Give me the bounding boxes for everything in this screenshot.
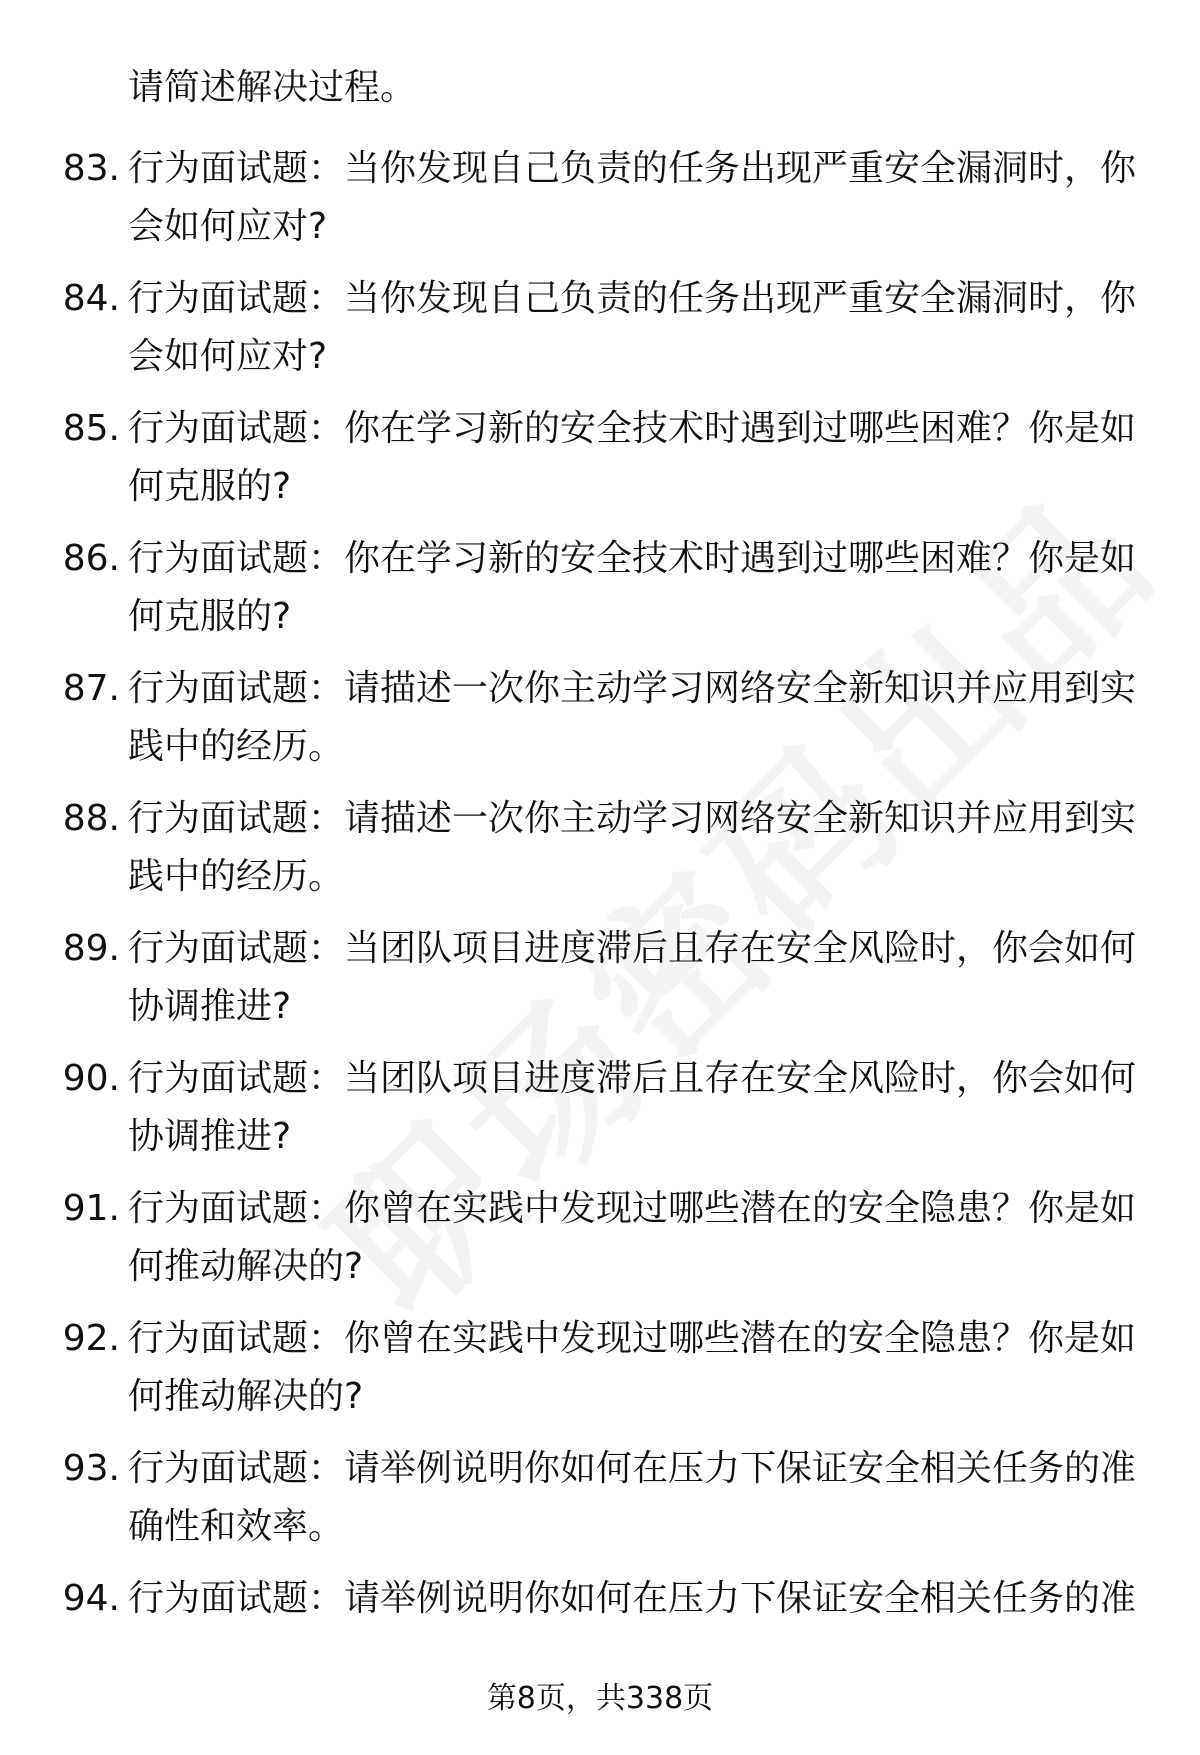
question-item bbox=[0, 530, 1200, 660]
question-number: 88. bbox=[62, 798, 120, 839]
continuation-text: 请简述解决过程。 bbox=[128, 67, 417, 108]
question-item bbox=[0, 270, 1200, 400]
question-number: 93. bbox=[62, 1448, 120, 1489]
question-text: 行为面试题：当团队项目进度滞后且存在安全风险时，你会如何协调推进? bbox=[128, 928, 1137, 1027]
question-number: 91. bbox=[62, 1188, 120, 1229]
question-item bbox=[0, 1180, 1200, 1310]
question-list bbox=[0, 140, 1200, 1700]
question-text: 行为面试题：请描述一次你主动学习网络安全新知识并应用到实践中的经历。 bbox=[128, 798, 1137, 897]
question-number: 87. bbox=[62, 668, 120, 709]
question-item bbox=[0, 920, 1200, 1050]
question-item bbox=[0, 1310, 1200, 1440]
question-item bbox=[0, 660, 1200, 790]
question-number: 85. bbox=[62, 408, 120, 449]
question-text: 行为面试题：当你发现自己负责的任务出现严重安全漏洞时，你会如何应对? bbox=[128, 148, 1137, 247]
question-item bbox=[0, 1440, 1200, 1570]
question-item bbox=[0, 790, 1200, 920]
question-item bbox=[0, 400, 1200, 530]
question-number: 83. bbox=[62, 148, 120, 189]
question-text: 行为面试题：你在学习新的安全技术时遇到过哪些困难？你是如何克服的? bbox=[128, 408, 1137, 507]
question-text: 行为面试题：当你发现自己负责的任务出现严重安全漏洞时，你会如何应对? bbox=[128, 278, 1137, 377]
question-text: 行为面试题：当团队项目进度滞后且存在安全风险时，你会如何协调推进? bbox=[128, 1058, 1137, 1157]
question-number: 92. bbox=[62, 1318, 120, 1359]
question-text: 行为面试题：你曾在实践中发现过哪些潜在的安全隐患？你是如何推动解决的? bbox=[128, 1318, 1137, 1417]
question-text: 行为面试题：请描述一次你主动学习网络安全新知识并应用到实践中的经历。 bbox=[128, 668, 1137, 767]
question-item bbox=[0, 1050, 1200, 1180]
question-text: 行为面试题：你在学习新的安全技术时遇到过哪些困难？你是如何克服的? bbox=[128, 538, 1137, 637]
question-number: 90. bbox=[62, 1058, 120, 1099]
question-item bbox=[0, 140, 1200, 270]
question-text: 行为面试题：你曾在实践中发现过哪些潜在的安全隐患？你是如何推动解决的? bbox=[128, 1188, 1137, 1287]
question-number: 94. bbox=[62, 1578, 120, 1619]
question-number: 89. bbox=[62, 928, 120, 969]
question-number: 86. bbox=[62, 538, 120, 579]
page-footer: 第8页，共338页 bbox=[486, 1681, 714, 1716]
question-text: 行为面试题：请举例说明你如何在压力下保证安全相关任务的准确性和效率。 bbox=[128, 1448, 1137, 1547]
question-number: 84. bbox=[62, 278, 120, 319]
question-text: 行为面试题：请举例说明你如何在压力下保证安全相关任务的准 bbox=[128, 1578, 1137, 1619]
